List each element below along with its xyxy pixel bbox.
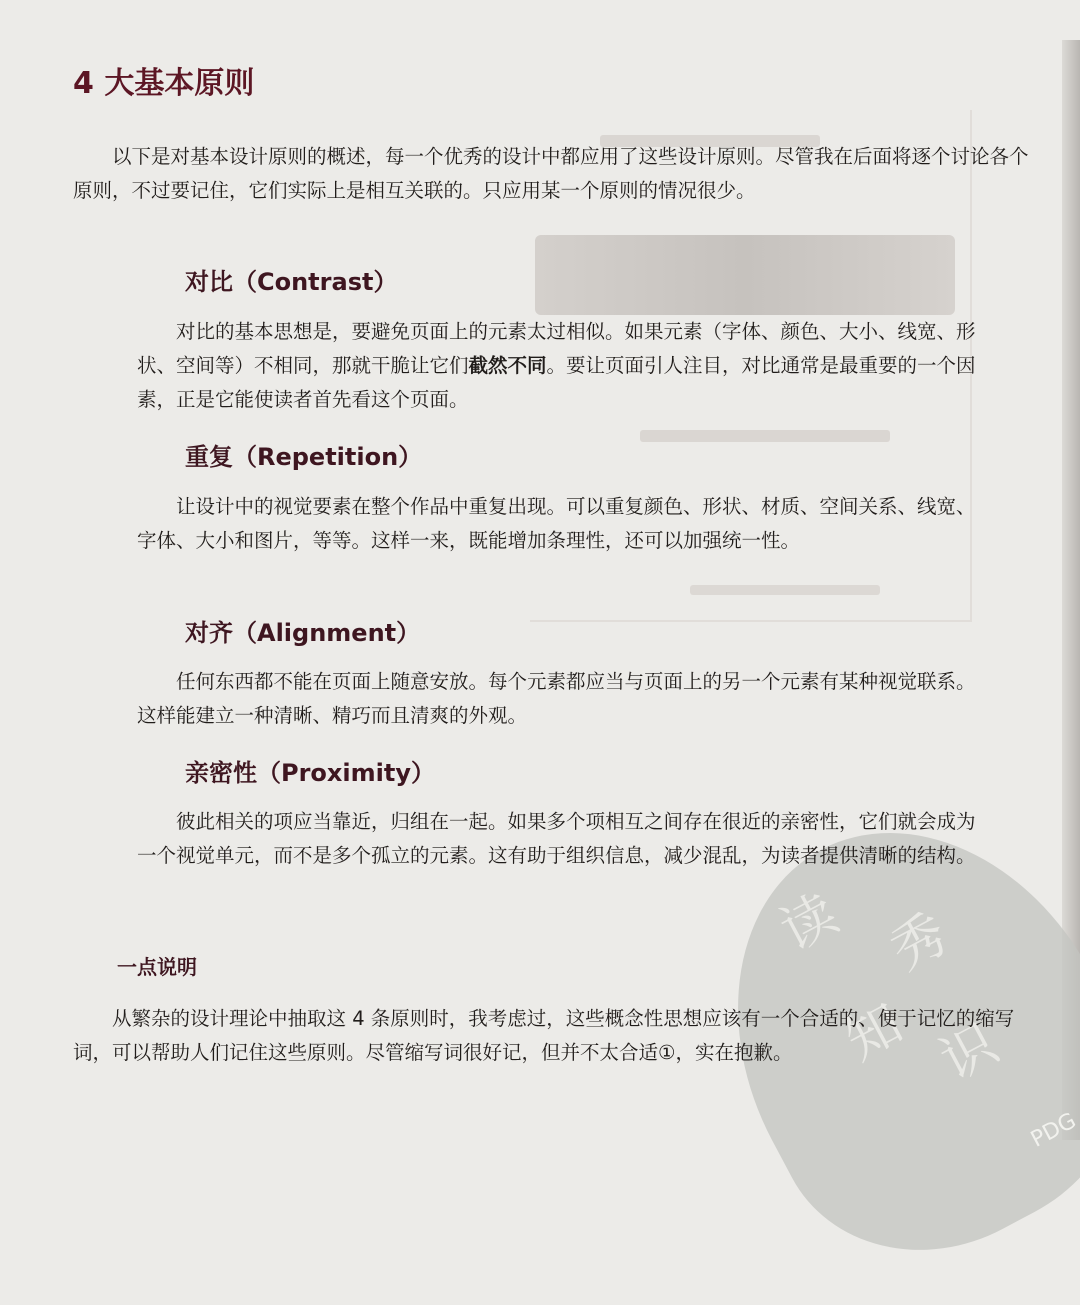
body-text: 。要让页面引人注目，对比通常是最重要的一个因素，正是它能使读者首先看这个页面。 xyxy=(137,354,976,411)
intro-paragraph: 以下是对基本设计原则的概述，每一个优秀的设计中都应用了这些设计原则。尽管我在后面将逐个讨论各个原则，不过要记住，它们实际上是相互关联的。只应用某一个原则的情况很少。 xyxy=(73,145,1029,202)
section-body-contrast xyxy=(137,315,977,417)
section-title-contrast: 对比（Contrast） xyxy=(185,268,398,296)
section-title-repetition: 重复（Repetition） xyxy=(185,443,423,471)
watermark-char: 秀 xyxy=(880,901,958,983)
bleed-through-text xyxy=(690,585,880,595)
section-body-alignment: 任何东西都不能在页面上随意安放。每个元素都应当与页面上的另一个元素有某种视觉联系。这样能建立一种清晰、精巧而且清爽的外观。 xyxy=(137,670,976,727)
section-body-proximity: 彼此相关的项应当靠近，归组在一起。如果多个项相互之间存在很近的亲密性，它们就会成为一个视觉单元，而不是多个孤立的元素。这有助于组织信息，减少混乱，为读者提供清晰的结构。 xyxy=(137,810,976,867)
watermark-label: PDG xyxy=(1026,1108,1080,1153)
note-body: 从繁杂的设计理论中抽取这 4 条原则时，我考虑过，这些概念性思想应该有一个合适的、便于记忆的缩写词，可以帮助人们记住这些原则。尽管缩写词很好记，但并不太合适①，实在抱歉。 xyxy=(73,1007,1015,1064)
page-heading: 4 大基本原则 xyxy=(73,66,255,101)
body-text: 对比的基本思想是，要避免页面上的元素太过相似。如果元素（字体、颜色、大小、线宽、形状、空间等）不相同，那就干脆让它们 xyxy=(137,320,976,377)
section-title-proximity: 亲密性（Proximity） xyxy=(185,759,435,787)
note-title: 一点说明 xyxy=(117,955,197,979)
section-body-repetition: 让设计中的视觉要素在整个作品中重复出现。可以重复颜色、形状、材质、空间关系、线宽、字体、大小和图片，等等。这样一来，既能增加条理性，还可以加强统一性。 xyxy=(137,495,976,552)
watermark-char: 知 xyxy=(835,991,913,1073)
bleed-through-title xyxy=(535,235,955,315)
emphasis-text: 截然不同 xyxy=(468,354,547,377)
watermark-char: 读 xyxy=(770,881,848,963)
bleed-through-text xyxy=(640,430,890,442)
watermark-char: 识 xyxy=(930,1011,1008,1093)
section-title-alignment: 对齐（Alignment） xyxy=(185,619,421,647)
